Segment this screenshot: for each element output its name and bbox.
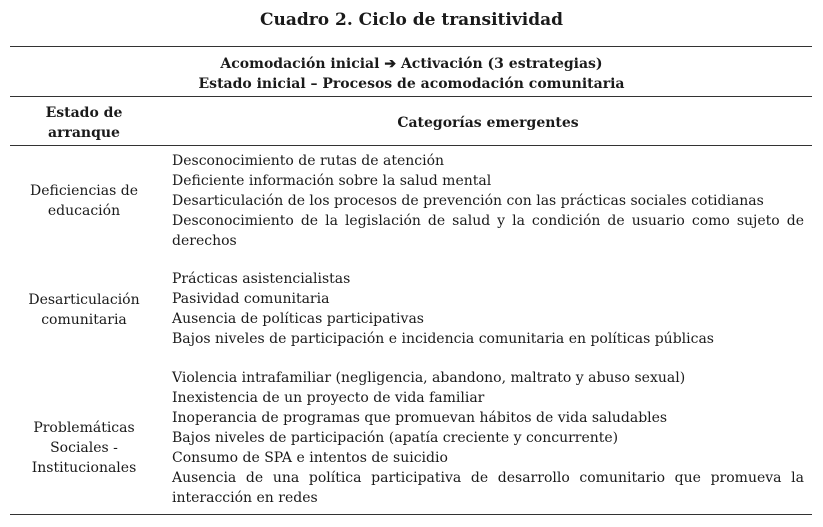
column-header-state-line: Estado de	[45, 105, 123, 121]
row-label-line: Desarticulación	[28, 292, 140, 308]
row-label-community	[14, 290, 154, 330]
list-item: Prácticas asistencialistas	[172, 271, 351, 287]
row-label-line: comunitaria	[41, 312, 127, 328]
row-items-education	[172, 151, 804, 251]
row-label-line: Deficiencias de	[29, 183, 138, 199]
row-label-social	[14, 418, 154, 478]
row-items-social	[172, 368, 804, 508]
list-item: Ausencia de políticas participativas	[172, 311, 424, 327]
list-item: Violencia intrafamiliar (negligencia, abandono, maltrato y abuso sexual)	[172, 370, 686, 386]
row-label-line: Problemáticas	[33, 420, 135, 436]
subheader-line-2: Estado inicial – Procesos de acomodación comunitaria	[198, 76, 625, 92]
list-item: Deficiente información sobre la salud mental	[172, 173, 492, 189]
subheader-activation: Activación (3 estrategias)	[400, 56, 603, 72]
row-items-community	[172, 269, 804, 349]
column-header-categories: Categorías emergentes	[397, 115, 579, 131]
subheader-initial: Acomodación inicial	[220, 56, 380, 72]
arrow-right-icon: ➔	[384, 56, 397, 72]
header-rule	[10, 145, 812, 146]
list-item: Desconocimiento de rutas de atención	[172, 153, 445, 169]
list-item: Consumo de SPA e intentos de suicidio	[172, 450, 448, 466]
column-header-state	[14, 103, 154, 143]
row-label-line: Institucionales	[31, 460, 137, 476]
list-item: Bajos niveles de participación e incidencia comunitaria en políticas públicas	[172, 331, 714, 347]
list-item: Desarticulación de los procesos de prevención con las prácticas sociales cotidianas	[172, 193, 764, 209]
bottom-rule	[10, 514, 812, 515]
list-item: Bajos niveles de participación (apatía creciente y concurrente)	[172, 430, 619, 446]
list-item: Desconocimiento de la legislación de salud y la condición de usuario como sujeto de derechos	[172, 213, 804, 249]
row-label-line: educación	[47, 203, 121, 219]
row-label-education	[14, 181, 154, 221]
table-title: Cuadro 2. Ciclo de transitividad	[260, 10, 563, 30]
column-header-state-line: arranque	[48, 125, 120, 141]
list-item: Pasividad comunitaria	[172, 291, 330, 307]
top-rule	[10, 46, 812, 47]
list-item: Inexistencia de un proyecto de vida familiar	[172, 390, 485, 406]
list-item: Ausencia de una política participativa de desarrollo comunitario que promueva la interacción en redes	[172, 470, 804, 506]
list-item: Inoperancia de programas que promuevan hábitos de vida saludables	[172, 410, 668, 426]
row-label-line: Sociales -	[50, 440, 118, 456]
subheader-line-1	[0, 54, 823, 74]
subheader-rule	[10, 96, 812, 97]
